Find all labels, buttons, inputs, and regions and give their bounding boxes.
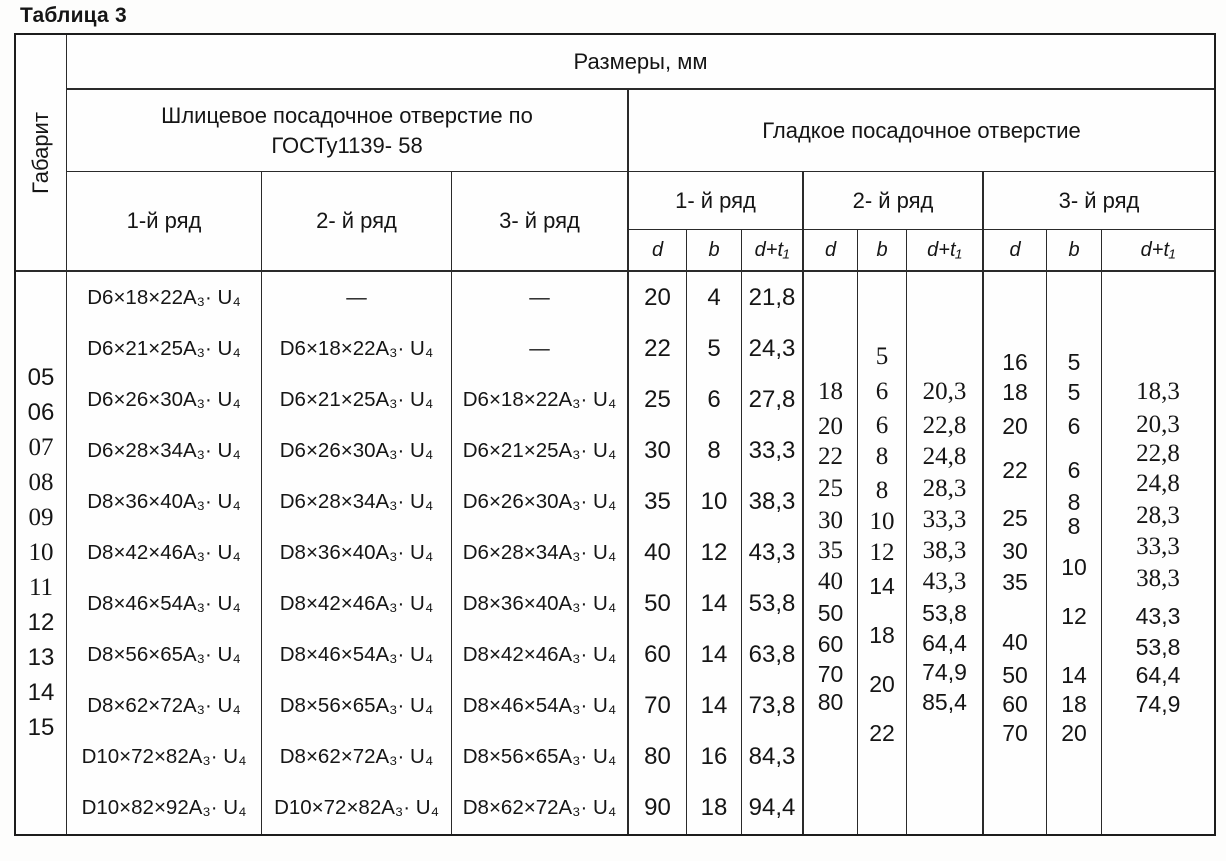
dt1-value: 43,3 <box>748 539 796 567</box>
dt1-value: 73,8 <box>748 692 796 720</box>
d-value: 50 <box>644 590 671 618</box>
spline-designation: D6×28×34A₃· U₄ <box>87 438 241 462</box>
gabarit-value: 07 <box>28 434 54 461</box>
b-value: 12 <box>869 539 895 566</box>
b-value: 6 <box>875 412 889 439</box>
spline-col1-values <box>67 272 262 834</box>
dt1-value: 27,8 <box>748 385 796 413</box>
b-value: 6 <box>1067 457 1081 483</box>
dt1-value: 74,9 <box>1135 691 1181 717</box>
spline-row2-header <box>262 172 452 272</box>
dt1-value: 28,3 <box>922 475 967 502</box>
subheader-d-3: d <box>984 230 1047 272</box>
d-value: 50 <box>1002 662 1028 688</box>
d-value: 35 <box>644 487 671 515</box>
b-value: 5 <box>1067 379 1081 405</box>
dt1-value: 33,3 <box>1136 533 1180 560</box>
dt1-value: 28,3 <box>1136 502 1180 529</box>
dt1-value: 53,8 <box>748 590 796 618</box>
d-value: 70 <box>1002 720 1028 746</box>
smooth-row1-label: 1- й ряд <box>675 187 756 213</box>
smooth1-dt1-values <box>742 272 804 834</box>
gabarit-value: 09 <box>28 504 54 531</box>
b-value: 14 <box>1061 662 1087 688</box>
spline-designation: D8×42×46A₃· U₄ <box>462 643 617 667</box>
dt1-value: 53,8 <box>922 600 967 626</box>
dt1-value: 38,3 <box>1136 565 1180 592</box>
spline-designation: — <box>529 336 550 360</box>
spline-col2-values <box>262 272 452 834</box>
d-value: 40 <box>818 568 843 595</box>
spline-designation: D8×46×54A₃· U₄ <box>279 643 434 667</box>
gabarit-value: 06 <box>27 399 55 426</box>
b-value: 18 <box>1061 691 1087 717</box>
b-value: 18 <box>700 794 728 822</box>
spline-designation: D6×28×34A₃· U₄ <box>462 541 617 565</box>
dt1-value: 85,4 <box>922 689 967 715</box>
dt1-value: 33,3 <box>748 436 796 464</box>
subheader-d-1: d <box>629 230 687 272</box>
b-value: 8 <box>707 436 721 464</box>
b-value: 8 <box>875 443 889 470</box>
smooth-row2-header <box>804 172 984 230</box>
dt1-value: 24,3 <box>748 334 796 362</box>
spline-section-title-line2: ГОСТу1139- 58 <box>271 132 423 158</box>
b-value: 10 <box>869 508 895 535</box>
spline-designation: D6×26×30A₃· U₄ <box>87 387 241 411</box>
spline-designation: D6×18×22A₃· U₄ <box>87 285 241 309</box>
d-value: 20 <box>818 413 843 440</box>
gabarit-value: 08 <box>28 469 54 496</box>
smooth1-b-values <box>687 272 742 834</box>
spline-row3-label: 3- й ряд <box>499 208 580 233</box>
b-value: 8 <box>875 477 889 504</box>
dt1-value: 43,3 <box>1135 603 1181 629</box>
subheader-b-3: b <box>1047 230 1102 272</box>
b-value: 6 <box>1067 413 1081 439</box>
d-value: 40 <box>644 539 671 567</box>
gabarit-value: 12 <box>27 609 55 636</box>
spline-col3-values <box>452 272 629 834</box>
smooth-row1-header <box>629 172 804 230</box>
b-value: 10 <box>700 487 728 515</box>
spline-designation: D6×21×25A₃· U₄ <box>279 387 434 411</box>
b-value: 14 <box>700 692 728 720</box>
d-value: 80 <box>644 743 671 771</box>
gabarit-value: 05 <box>27 364 55 391</box>
dt1-value: 64,4 <box>922 630 967 656</box>
table-caption: Таблица 3 <box>20 4 127 27</box>
dt1-value: 94,4 <box>748 794 796 822</box>
spline-row3-header <box>452 172 629 272</box>
spline-designation: — <box>346 285 367 309</box>
b-value: 10 <box>1061 554 1087 580</box>
dt1-value: 22,8 <box>922 412 967 439</box>
d-value: 60 <box>644 641 671 669</box>
d-value: 30 <box>818 507 843 534</box>
d-value: 25 <box>818 475 843 502</box>
smooth-row2-label: 2- й ряд <box>852 187 934 213</box>
b-value: 6 <box>707 385 721 413</box>
d-value: 60 <box>1002 691 1028 717</box>
d-value: 70 <box>644 692 671 720</box>
spline-designation: — <box>529 285 550 309</box>
b-value: 14 <box>869 573 895 599</box>
smooth1-d-values <box>629 272 687 834</box>
dt1-value: 20,3 <box>1136 411 1180 438</box>
gabarit-value: 14 <box>27 679 55 706</box>
d-value: 35 <box>818 537 843 564</box>
b-value: 16 <box>700 743 728 771</box>
dt1-value: 21,8 <box>748 283 796 311</box>
smooth3-b-values <box>1047 272 1102 834</box>
b-value: 20 <box>1061 720 1087 746</box>
dt1-value: 24,8 <box>922 443 967 470</box>
dt1-value: 53,8 <box>1135 634 1181 660</box>
spline-designation: D8×62×72A₃· U₄ <box>279 745 434 769</box>
dt1-value: 84,3 <box>748 743 796 771</box>
dt1-value: 18,3 <box>1136 378 1180 405</box>
b-value: 8 <box>1067 513 1081 539</box>
d-value: 30 <box>1002 538 1028 564</box>
d-value: 40 <box>1002 629 1028 655</box>
spline-designation: D6×21×25A₃· U₄ <box>462 438 617 462</box>
d-value: 18 <box>1002 379 1028 405</box>
b-value: 6 <box>875 378 889 405</box>
subheader-b-2: b <box>858 230 907 272</box>
smooth-section-header-cell <box>629 90 1214 172</box>
d-value: 20 <box>644 283 671 311</box>
spline-designation: D6×26×30A₃· U₄ <box>279 438 434 462</box>
d-value: 50 <box>817 600 844 626</box>
spline-designation: D8×46×54A₃· U₄ <box>462 694 617 718</box>
dt1-value: 20,3 <box>922 378 967 405</box>
dt1-value: 74,9 <box>922 659 967 685</box>
smooth2-b-values <box>858 272 907 834</box>
d-value: 70 <box>817 661 844 687</box>
spline-row1-label: 1-й ряд <box>126 208 202 233</box>
dt1-value: 22,8 <box>1136 440 1180 467</box>
b-value: 12 <box>700 539 728 567</box>
spline-designation: D8×42×46A₃· U₄ <box>87 541 241 565</box>
spline-designation: D10×72×82A₃· U₄ <box>274 796 439 820</box>
b-value: 18 <box>869 622 895 648</box>
d-value: 30 <box>644 436 671 464</box>
b-value: 8 <box>1067 489 1081 515</box>
dt1-value: 24,8 <box>1136 470 1180 497</box>
spline-designation: D8×36×40A₃· U₄ <box>279 541 434 565</box>
dt1-value: 43,3 <box>922 568 967 595</box>
spline-section-title-line1: Шлицевое посадочное отверстие по <box>161 102 533 128</box>
d-value: 22 <box>1002 457 1028 483</box>
d-value: 22 <box>818 443 843 470</box>
spline-designation: D8×62×72A₃· U₄ <box>87 694 241 718</box>
d-value: 20 <box>1002 413 1028 439</box>
d-value: 25 <box>644 385 671 413</box>
spline-designation: D10×82×92A₃· U₄ <box>81 796 247 820</box>
dt1-value: 38,3 <box>748 487 796 515</box>
d-value: 22 <box>644 334 671 362</box>
spline-designation: D8×62×72A₃· U₄ <box>462 796 617 820</box>
spline-row2-label: 2- й ряд <box>316 208 397 233</box>
dt1-value: 64,4 <box>1135 662 1181 688</box>
dt1-value: 63,8 <box>748 641 796 669</box>
b-value: 14 <box>700 590 728 618</box>
b-value: 5 <box>707 334 721 362</box>
spline-row1-header <box>67 172 262 272</box>
spline-designation: D6×28×34A₃· U₄ <box>279 489 434 513</box>
gabarit-header-label: Габарит <box>28 111 54 194</box>
spline-designation: D10×72×82A₃· U₄ <box>81 745 247 769</box>
spline-designation: D8×56×65A₃· U₄ <box>462 745 617 769</box>
b-value: 5 <box>875 343 889 370</box>
spline-designation: D6×18×22A₃· U₄ <box>462 387 617 411</box>
subheader-dt1-2: d+t₁ <box>907 230 984 272</box>
b-value: 12 <box>1061 603 1087 629</box>
d-value: 16 <box>1002 349 1028 375</box>
smooth-row3-header <box>984 172 1214 230</box>
d-value: 90 <box>644 794 671 822</box>
spline-designation: D6×26×30A₃· U₄ <box>462 489 617 513</box>
gabarit-value: 11 <box>28 574 54 601</box>
smooth-section-title: Гладкое посадочное отверстие <box>762 117 1081 143</box>
gabarit-value: 10 <box>28 539 54 566</box>
dt1-value: 33,3 <box>922 506 967 533</box>
dt1-value: 38,3 <box>922 537 967 564</box>
subheader-d-2: d <box>804 230 858 272</box>
smooth2-dt1-values <box>907 272 984 834</box>
smooth3-d-values <box>984 272 1047 834</box>
spline-designation: D8×36×40A₃· U₄ <box>462 592 617 616</box>
subheader-dt1-3: d+t₁ <box>1102 230 1214 272</box>
smooth-row3-label: 3- й ряд <box>1058 187 1140 213</box>
sizes-header-label: Размеры, мм <box>573 48 708 74</box>
spline-designation: D6×21×25A₃· U₄ <box>87 336 241 360</box>
b-value: 20 <box>869 671 895 697</box>
d-value: 60 <box>817 631 844 657</box>
subheader-b-1: b <box>687 230 742 272</box>
subheader-dt1-1: d+t₁ <box>742 230 804 272</box>
smooth2-d-values <box>804 272 858 834</box>
spline-designation: D8×36×40A₃· U₄ <box>87 489 241 513</box>
smooth3-dt1-values <box>1102 272 1214 834</box>
sizes-header-cell <box>67 35 1214 90</box>
dimensions-table <box>14 33 1216 836</box>
gabarit-value: 15 <box>27 714 55 741</box>
b-value: 22 <box>869 720 895 746</box>
spline-section-header-cell <box>67 90 629 172</box>
gabarit-header-cell <box>16 35 67 272</box>
spline-designation: D6×18×22A₃· U₄ <box>279 336 434 360</box>
b-value: 14 <box>700 641 728 669</box>
d-value: 25 <box>1002 505 1028 531</box>
spline-designation: D8×46×54A₃· U₄ <box>87 592 241 616</box>
gabarit-values-column <box>16 272 67 834</box>
spline-designation: D8×56×65A₃· U₄ <box>87 643 241 667</box>
spline-designation: D8×56×65A₃· U₄ <box>279 694 434 718</box>
b-value: 5 <box>1067 349 1081 375</box>
d-value: 18 <box>818 378 843 405</box>
gabarit-value: 13 <box>27 644 55 671</box>
d-value: 35 <box>1002 569 1028 595</box>
b-value: 4 <box>707 283 721 311</box>
spline-designation: D8×42×46A₃· U₄ <box>279 592 434 616</box>
d-value: 80 <box>817 689 844 715</box>
